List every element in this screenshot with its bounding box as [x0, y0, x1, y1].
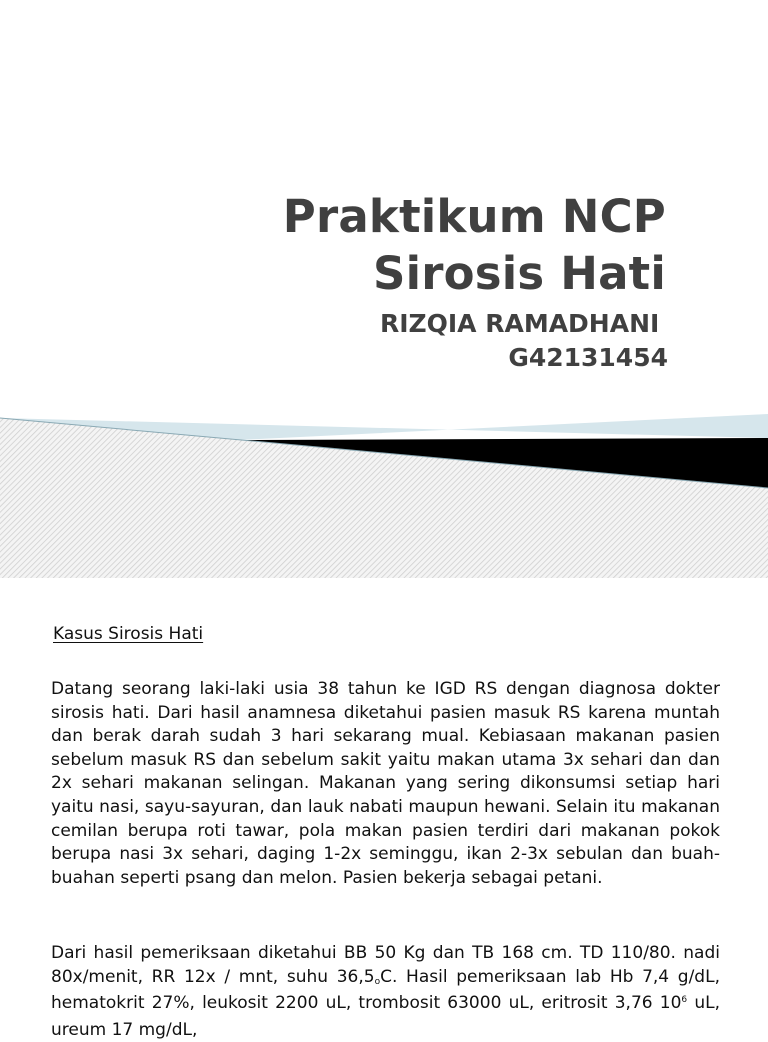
case-document	[0, 578, 768, 1040]
case-paragraph-2	[51, 942, 720, 1042]
case-paragraph-1: Datang seorang laki-laki usia 38 tahun ke IGD RS dengan diagnosa dokter sirosis hati. Dari hasil anamnesa diketahui pasien masuk RS karena muntah dan berak darah sudah 3 hari sekarang mual. Kebiasaan makanan pasien sebelum masuk RS dan sebelum sakit yaitu makan utama 3x sehari dan dan 2x sehari makanan selingan. Makanan yang sering dikonsumsi setiap hari yaitu nasi, sayu-sayuran, dan lauk nabati maupun hewani. Selain itu makanan cemilan berupa roti tawar, pola makan pasien terdiri dari makanan pokok berupa nasi 3x sehari, daging 1-2x seminggu, ikan 2-3x sebulan dan buah-buahan seperti psang dan melon. Pasien bekerja sebagai petani.	[51, 679, 720, 888]
paragraph-2-part-a: Dari hasil pemeriksaan diketahui BB 50 Kg dan TB 168 cm. TD 110/80. nadi 80x/menit, RR 12x / mnt, suhu 36,5	[51, 943, 720, 987]
decorative-band	[0, 410, 768, 578]
exponent: 6	[681, 995, 688, 1006]
slide-subtitle	[380, 307, 668, 375]
paragraph-2-part-c: uL, ureum 17 mg/dL,	[51, 993, 720, 1040]
slide-title	[283, 188, 666, 302]
slide-title-line-2: Sirosis Hati	[373, 247, 666, 300]
paragraph-2-part-b: C. Hasil pemeriksaan lab Hb 7,4 g/dL, hematokrit 27%, leukosit 2200 uL, trombosit 63000 uL, eritrosit 3,76 10	[51, 966, 720, 1014]
author-name: RIZQIA RAMADHANI	[379, 309, 668, 338]
slide-title-line-1: Praktikum NCP	[282, 190, 666, 243]
case-heading: Kasus Sirosis Hati	[53, 624, 204, 644]
student-id: G42131454	[508, 343, 668, 372]
degree-symbol: o	[374, 976, 381, 987]
